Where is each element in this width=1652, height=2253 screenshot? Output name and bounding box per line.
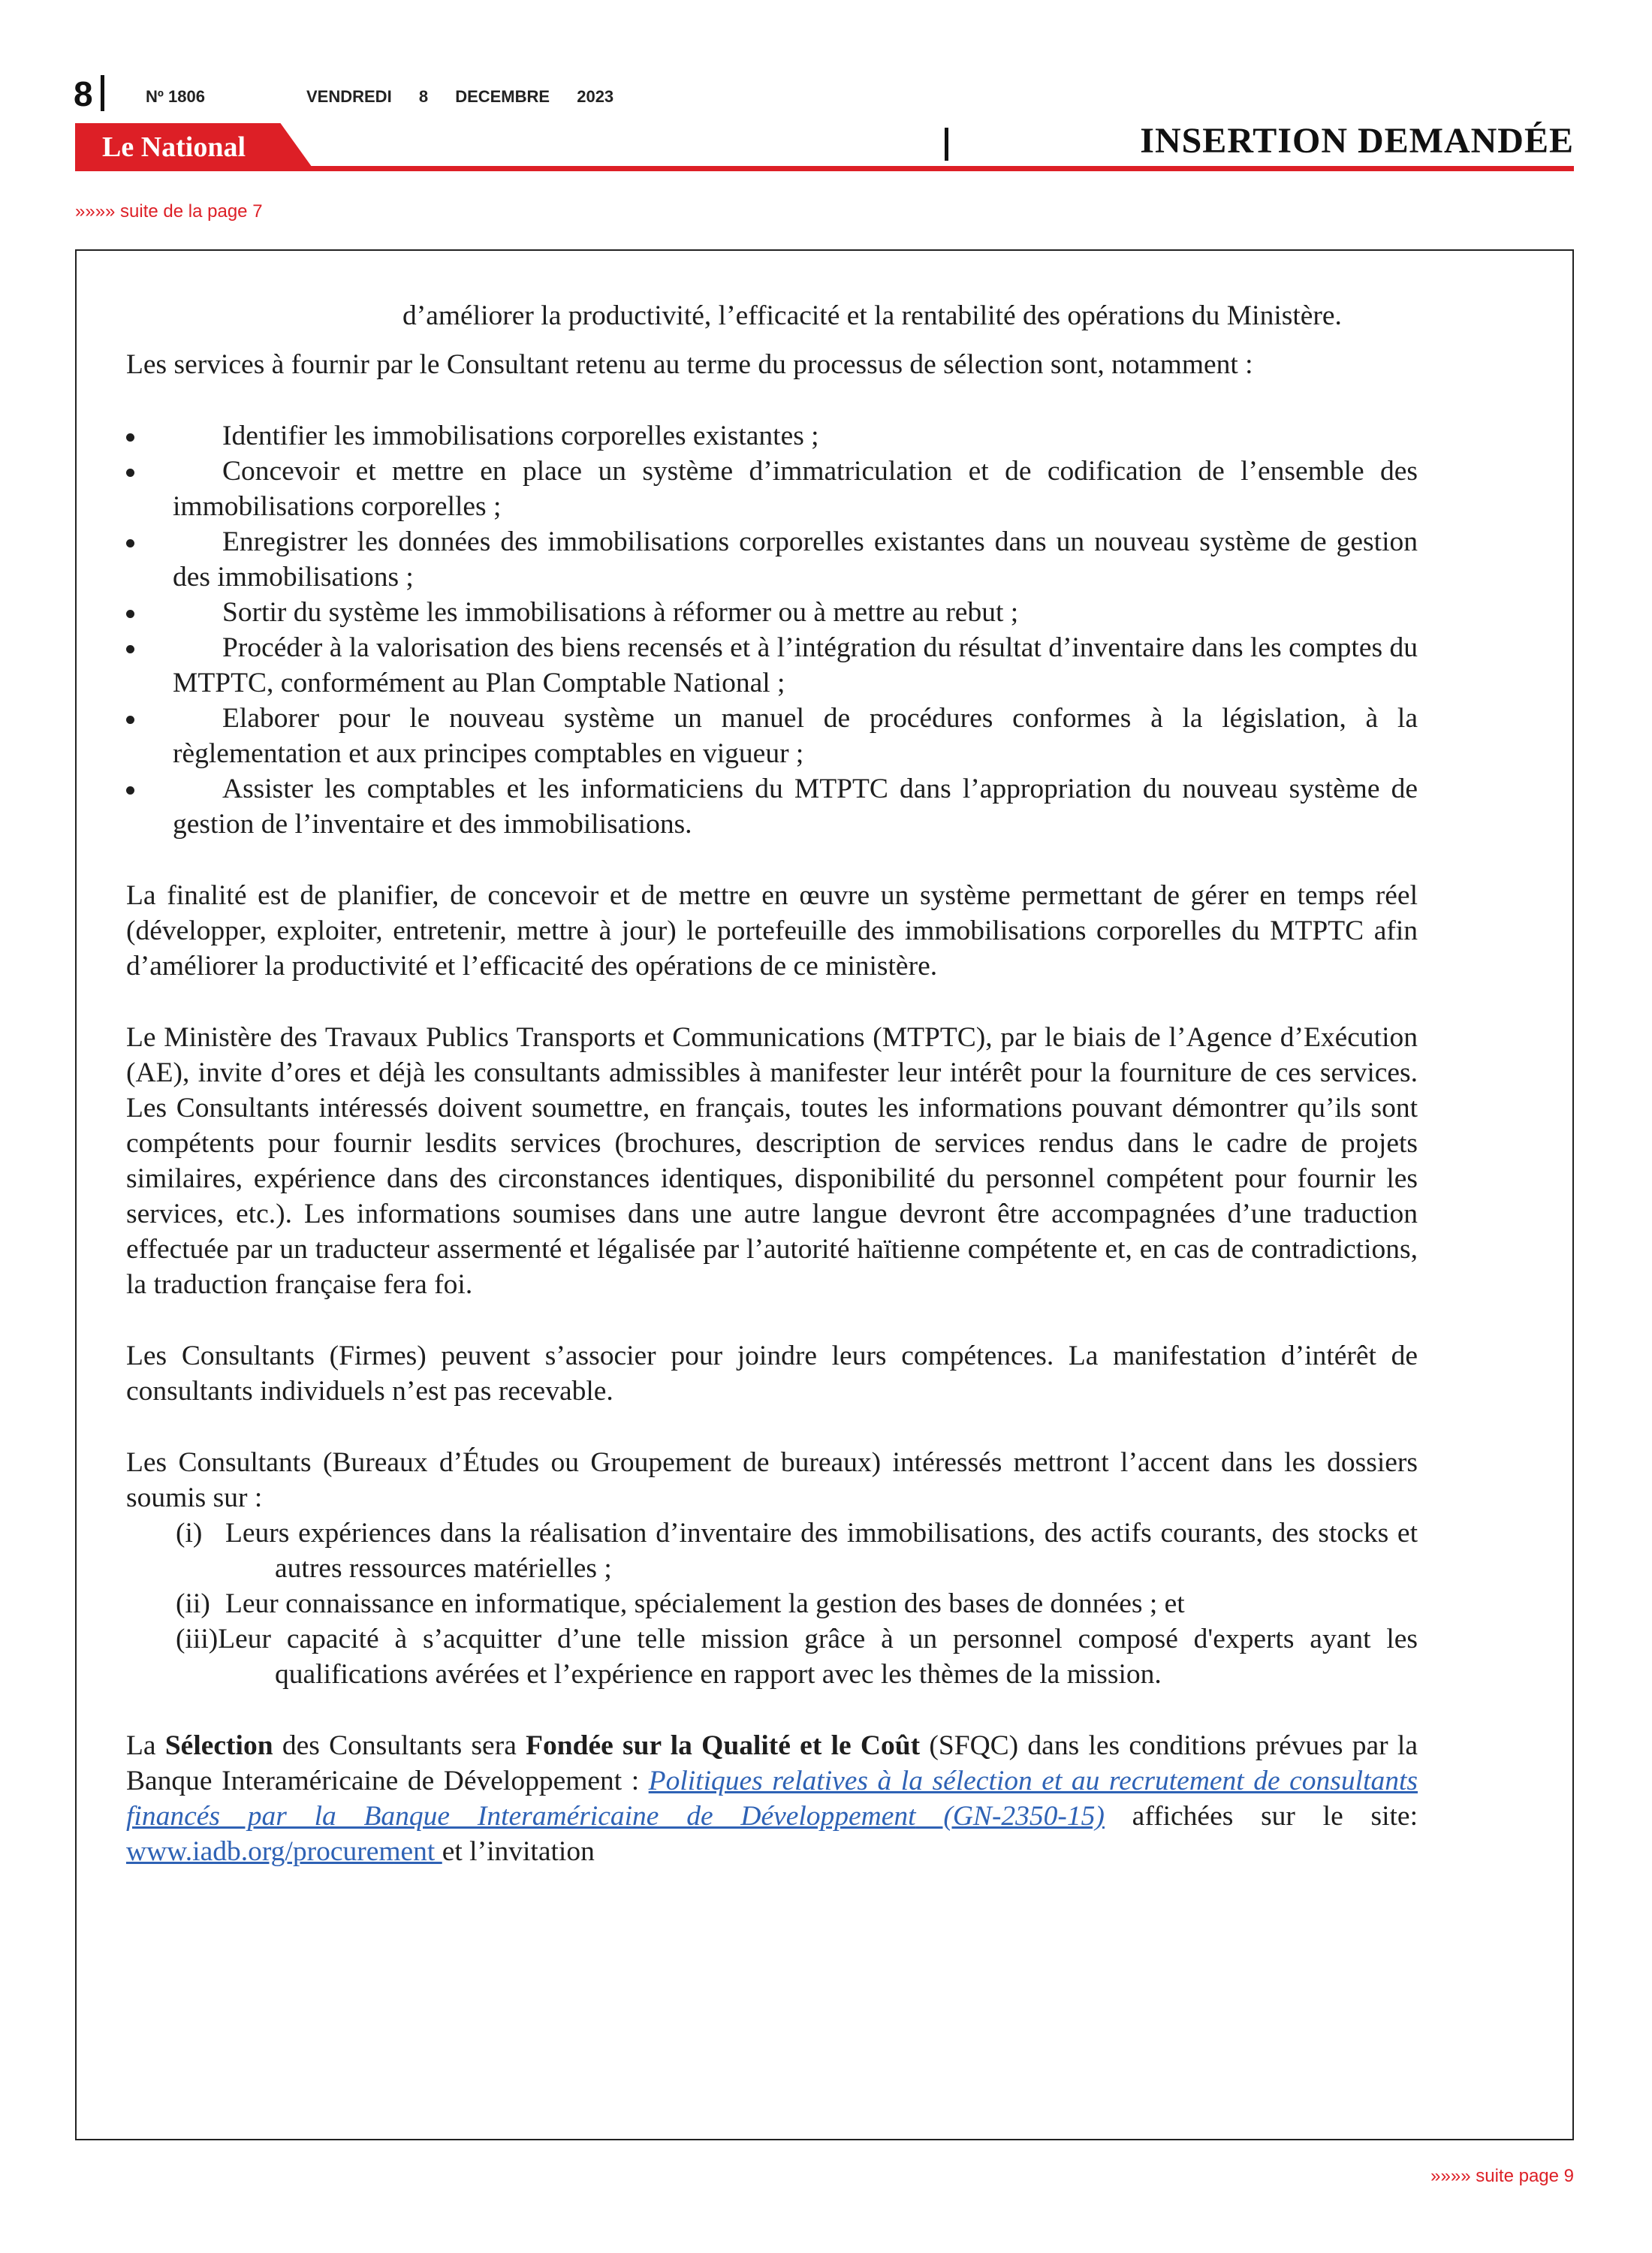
date-month: DECEMBRE — [455, 87, 550, 106]
emphasis-list — [126, 1516, 1418, 1692]
issue-date — [306, 87, 636, 107]
notice-body — [126, 298, 1418, 1869]
finality-paragraph: La finalité est de planifier, de concevoir et de mettre en œuvre un système permettant de gérer en temps réel (développer, exploiter, entretenir, mettre à jour) le portefeuille des immobilisations corporelles du MTPTC afin d’améliorer la productivité et l’efficacité des opérations de ce ministère. — [126, 880, 1418, 982]
newspaper-logo: Le National — [102, 131, 246, 163]
list-item: Procéder à la valorisation des biens recensés et à l’intégration du résultat d’inventaire dans les comptes du MTPTC, conformément au Plan Comptable National ; — [173, 632, 1418, 698]
continued-from-note: »»»» suite de la page 7 — [75, 201, 263, 222]
list-item: Elaborer pour le nouveau système un manuel de procédures conformes à la législation, à la règlementation et aux principes comptables en vigueur ; — [173, 703, 1418, 769]
list-item: (i) Leurs expériences dans la réalisation d’inventaire des immobilisations, des actifs courants, des stocks et autres ressources matérielles ; — [176, 1518, 1418, 1584]
association-paragraph: Les Consultants (Firmes) peuvent s’associer pour joindre leurs compétences. La manifestation d’intérêt de consultants individuels n’est pas recevable. — [126, 1341, 1418, 1407]
policy-code-link[interactable]: (GN-2350-15) — [915, 1801, 1105, 1832]
services-intro: Les services à fournir par le Consultant retenu au terme du processus de sélection sont, notamment : — [126, 349, 1253, 380]
date-year: 2023 — [577, 87, 614, 106]
page-number-divider — [101, 75, 104, 111]
intro-paragraph: d’améliorer la productivité, l’efficacité et la rentabilité des opérations du Ministère. — [402, 300, 1342, 331]
list-item: Sortir du système les immobilisations à réformer ou à mettre au rebut ; — [222, 597, 1019, 628]
issue-number: Nº 1806 — [146, 87, 205, 106]
list-item: Enregistrer les données des immobilisations corporelles existantes dans un nouveau système de gestion des immobilisations ; — [173, 526, 1418, 593]
date-day: 8 — [418, 87, 429, 106]
header-rule — [75, 166, 1574, 171]
list-item: Assister les comptables et les informaticiens du MTPTC dans l’appropriation du nouveau système de gestion de l’inventaire et des immobilisations. — [173, 774, 1418, 840]
continued-to-note: »»»» suite page 9 — [1430, 2166, 1574, 2186]
header-divider-tick — [945, 128, 948, 161]
emphasis-intro: Les Consultants (Bureaux d’Études ou Groupement de bureaux) intéressés mettront l’accent dans les dossiers soumis sur : — [126, 1447, 1418, 1513]
services-list — [126, 418, 1418, 842]
list-item: (ii) Leur connaissance en informatique, spécialement la gestion des bases de données ; et — [176, 1588, 1185, 1619]
selection-paragraph: La Sélection des Consultants sera Fondée sur la Qualité et le Coût (SFQC) dans les conditions prévues par la Banque Interaméricaine de Développement : Politiques relatives à la sélection et au recrutement de consultants financés par la Banque Interaméricaine de Développement (GN-2350-15) affichées sur le site: www.iadb.org/procurement et l’invitation — [126, 1730, 1418, 1867]
page-number: 8 — [74, 74, 93, 113]
date-day-name: VENDREDI — [306, 87, 392, 106]
list-item: Identifier les immobilisations corporelles existantes ; — [222, 421, 819, 451]
section-title: INSERTION DEMANDÉE — [1140, 121, 1574, 161]
procurement-site-link[interactable]: www.iadb.org/procurement — [126, 1836, 442, 1867]
list-item: (iii)Leur capacité à s’acquitter d’une telle mission grâce à un personnel composé d'experts ayant les qualifications avérées et l’expérience en rapport avec les thèmes de la mission. — [176, 1624, 1418, 1690]
list-item: Concevoir et mettre en place un système d’immatriculation et de codification de l’ensemble des immobilisations corporelles ; — [173, 456, 1418, 522]
policy-link[interactable]: Politiques relatives à la sélection et au recrutement de consultants financés par la Banque Interaméricaine de Développement — [126, 1766, 1418, 1832]
invitation-paragraph: Le Ministère des Travaux Publics Transports et Communications (MTPTC), par le biais de l’Agence d’Exécution (AE), invite d’ores et déjà les consultants admissibles à manifester leur intérêt pour la fourniture de ces services. Les Consultants intéressés doivent soumettre, en français, toutes les informations pouvant démontrer qu’ils sont compétents pour fournir lesdits services (brochures, description de services rendus dans le cadre de projets similaires, expérience dans des circonstances identiques, disponibilité du personnel compétent pour fournir les services, etc.). Les informations soumises dans une autre langue devront être accompagnées d’une traduction effectuée par un traducteur assermenté et légalisée par l’autorité haïtienne compétente et, en cas de contradictions, la traduction française fera foi. — [126, 1022, 1418, 1300]
